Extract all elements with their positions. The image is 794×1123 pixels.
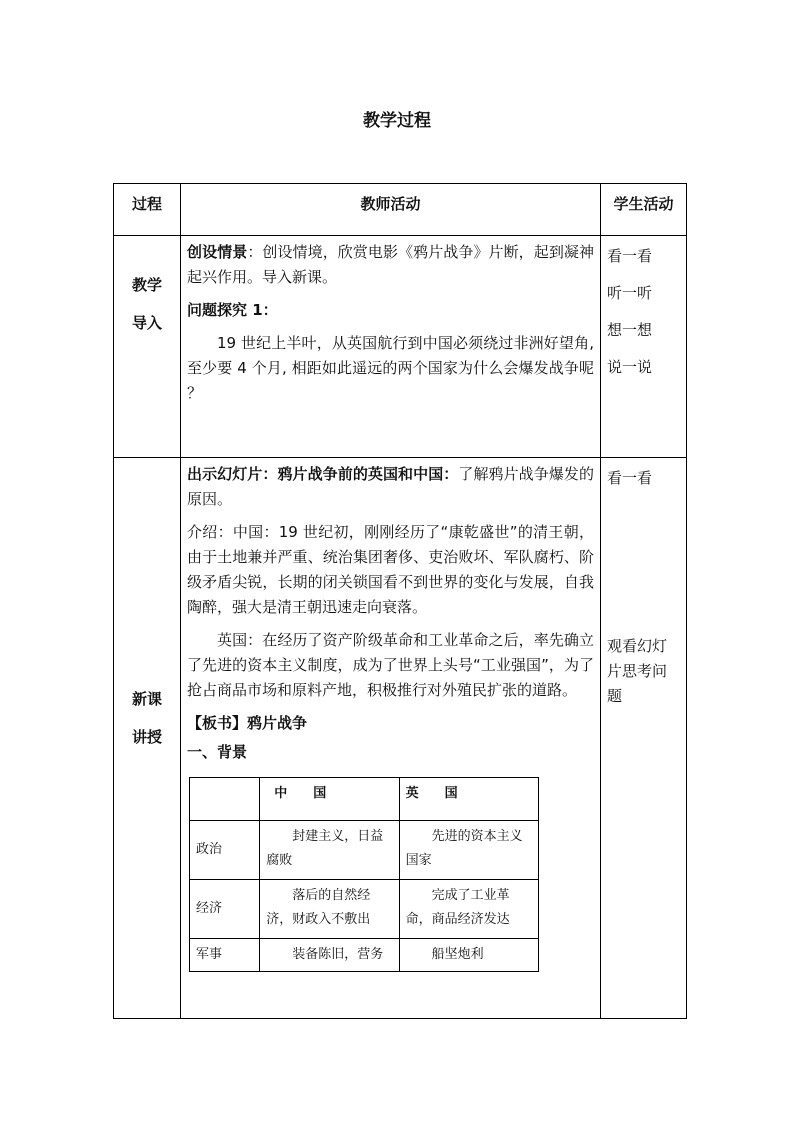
process-cell-new bbox=[114, 458, 181, 1019]
comparison-header-row bbox=[190, 778, 539, 821]
header-teacher: 教师活动 bbox=[181, 184, 601, 236]
teacher-cell-new bbox=[181, 458, 601, 1019]
paragraph bbox=[187, 298, 594, 323]
paragraph bbox=[187, 462, 594, 512]
student-activity: 想一想 bbox=[607, 321, 653, 339]
student-activity: 看一看 bbox=[607, 247, 653, 265]
paragraph bbox=[187, 240, 594, 290]
slide-text: 了解鸦片战争爆发的原因。 bbox=[187, 465, 594, 508]
comparison-cell: 先进的资本主义国家 bbox=[399, 821, 538, 880]
comparison-header: 中 国 bbox=[260, 778, 399, 821]
header-student: 学生活动 bbox=[601, 184, 687, 236]
slide-label: 出示幻灯片：鸦片战争前的英国和中国： bbox=[187, 465, 459, 483]
section-heading: 一、背景 bbox=[187, 743, 248, 761]
question-text: 19 世纪上半叶，从英国航行到中国必须绕过非洲好望角,至少要 4 个月, 相距如此遥远的两个国家为什么会爆发战争呢 ？ bbox=[187, 334, 594, 402]
comparison-header bbox=[190, 778, 260, 821]
comparison-row bbox=[190, 821, 539, 880]
lesson-table bbox=[113, 183, 687, 1019]
header-process: 过程 bbox=[114, 184, 181, 236]
question-label: 问题探究 1： bbox=[187, 301, 278, 319]
comparison-row bbox=[190, 880, 539, 939]
student-activity: 观看幻灯片思考问题 bbox=[607, 637, 668, 705]
comparison-cell: 完成了工业革命，商品经济发达 bbox=[399, 880, 538, 939]
comparison-table bbox=[189, 777, 539, 972]
comparison-row bbox=[190, 939, 539, 972]
process-label: 新课 bbox=[131, 690, 162, 708]
comparison-cell: 装备陈旧，营务 bbox=[260, 939, 399, 972]
page-title: 教学过程 bbox=[363, 111, 431, 131]
comparison-cell: 落后的自然经济，财政入不敷出 bbox=[260, 880, 399, 939]
teacher-cell-intro bbox=[181, 236, 601, 458]
process-label: 导入 bbox=[131, 314, 162, 332]
scenario-label: 创设情景 bbox=[187, 243, 248, 261]
student-activity: 说一说 bbox=[607, 358, 653, 376]
process-label: 教学 bbox=[131, 276, 162, 294]
process-label: 讲授 bbox=[131, 728, 162, 746]
student-cell-intro bbox=[601, 236, 687, 458]
scenario-text: ：创设情境，欣赏电影《鸦片战争》片断，起到凝神起兴作用。导入新课。 bbox=[187, 243, 594, 286]
comparison-cell: 军事 bbox=[190, 939, 260, 972]
student-cell-new bbox=[601, 458, 687, 1019]
comparison-header: 英 国 bbox=[399, 778, 538, 821]
process-cell-intro bbox=[114, 236, 181, 458]
row-intro bbox=[114, 236, 687, 458]
board-title: 【板书】鸦片战争 bbox=[187, 714, 308, 732]
comparison-cell: 船坚炮利 bbox=[399, 939, 538, 972]
student-activity: 看一看 bbox=[607, 469, 653, 487]
comparison-cell: 封建主义，日益腐败 bbox=[260, 821, 399, 880]
student-activity: 听一听 bbox=[607, 284, 653, 302]
comparison-cell: 经济 bbox=[190, 880, 260, 939]
comparison-cell: 政治 bbox=[190, 821, 260, 880]
intro-china: 介绍：中国：19 世纪初，刚刚经历了“康乾盛世”的清王朝，由于土地兼并严重、统治集团奢侈、吏治败坏、军队腐朽、阶级矛盾尖锐，长期的闭关锁国看不到世界的变化与发展，自我陶醉，强大是清王朝迅速走向衰落。 bbox=[187, 523, 594, 616]
intro-britain: 英国：在经历了资产阶级革命和工业革命之后，率先确立了先进的资本主义制度，成为了世界上头号“工业强国”，为了抢占商品市场和原料产地，积极推行对外殖民扩张的道路。 bbox=[187, 631, 594, 699]
row-new-lesson bbox=[114, 458, 687, 1019]
header-row bbox=[114, 184, 687, 236]
